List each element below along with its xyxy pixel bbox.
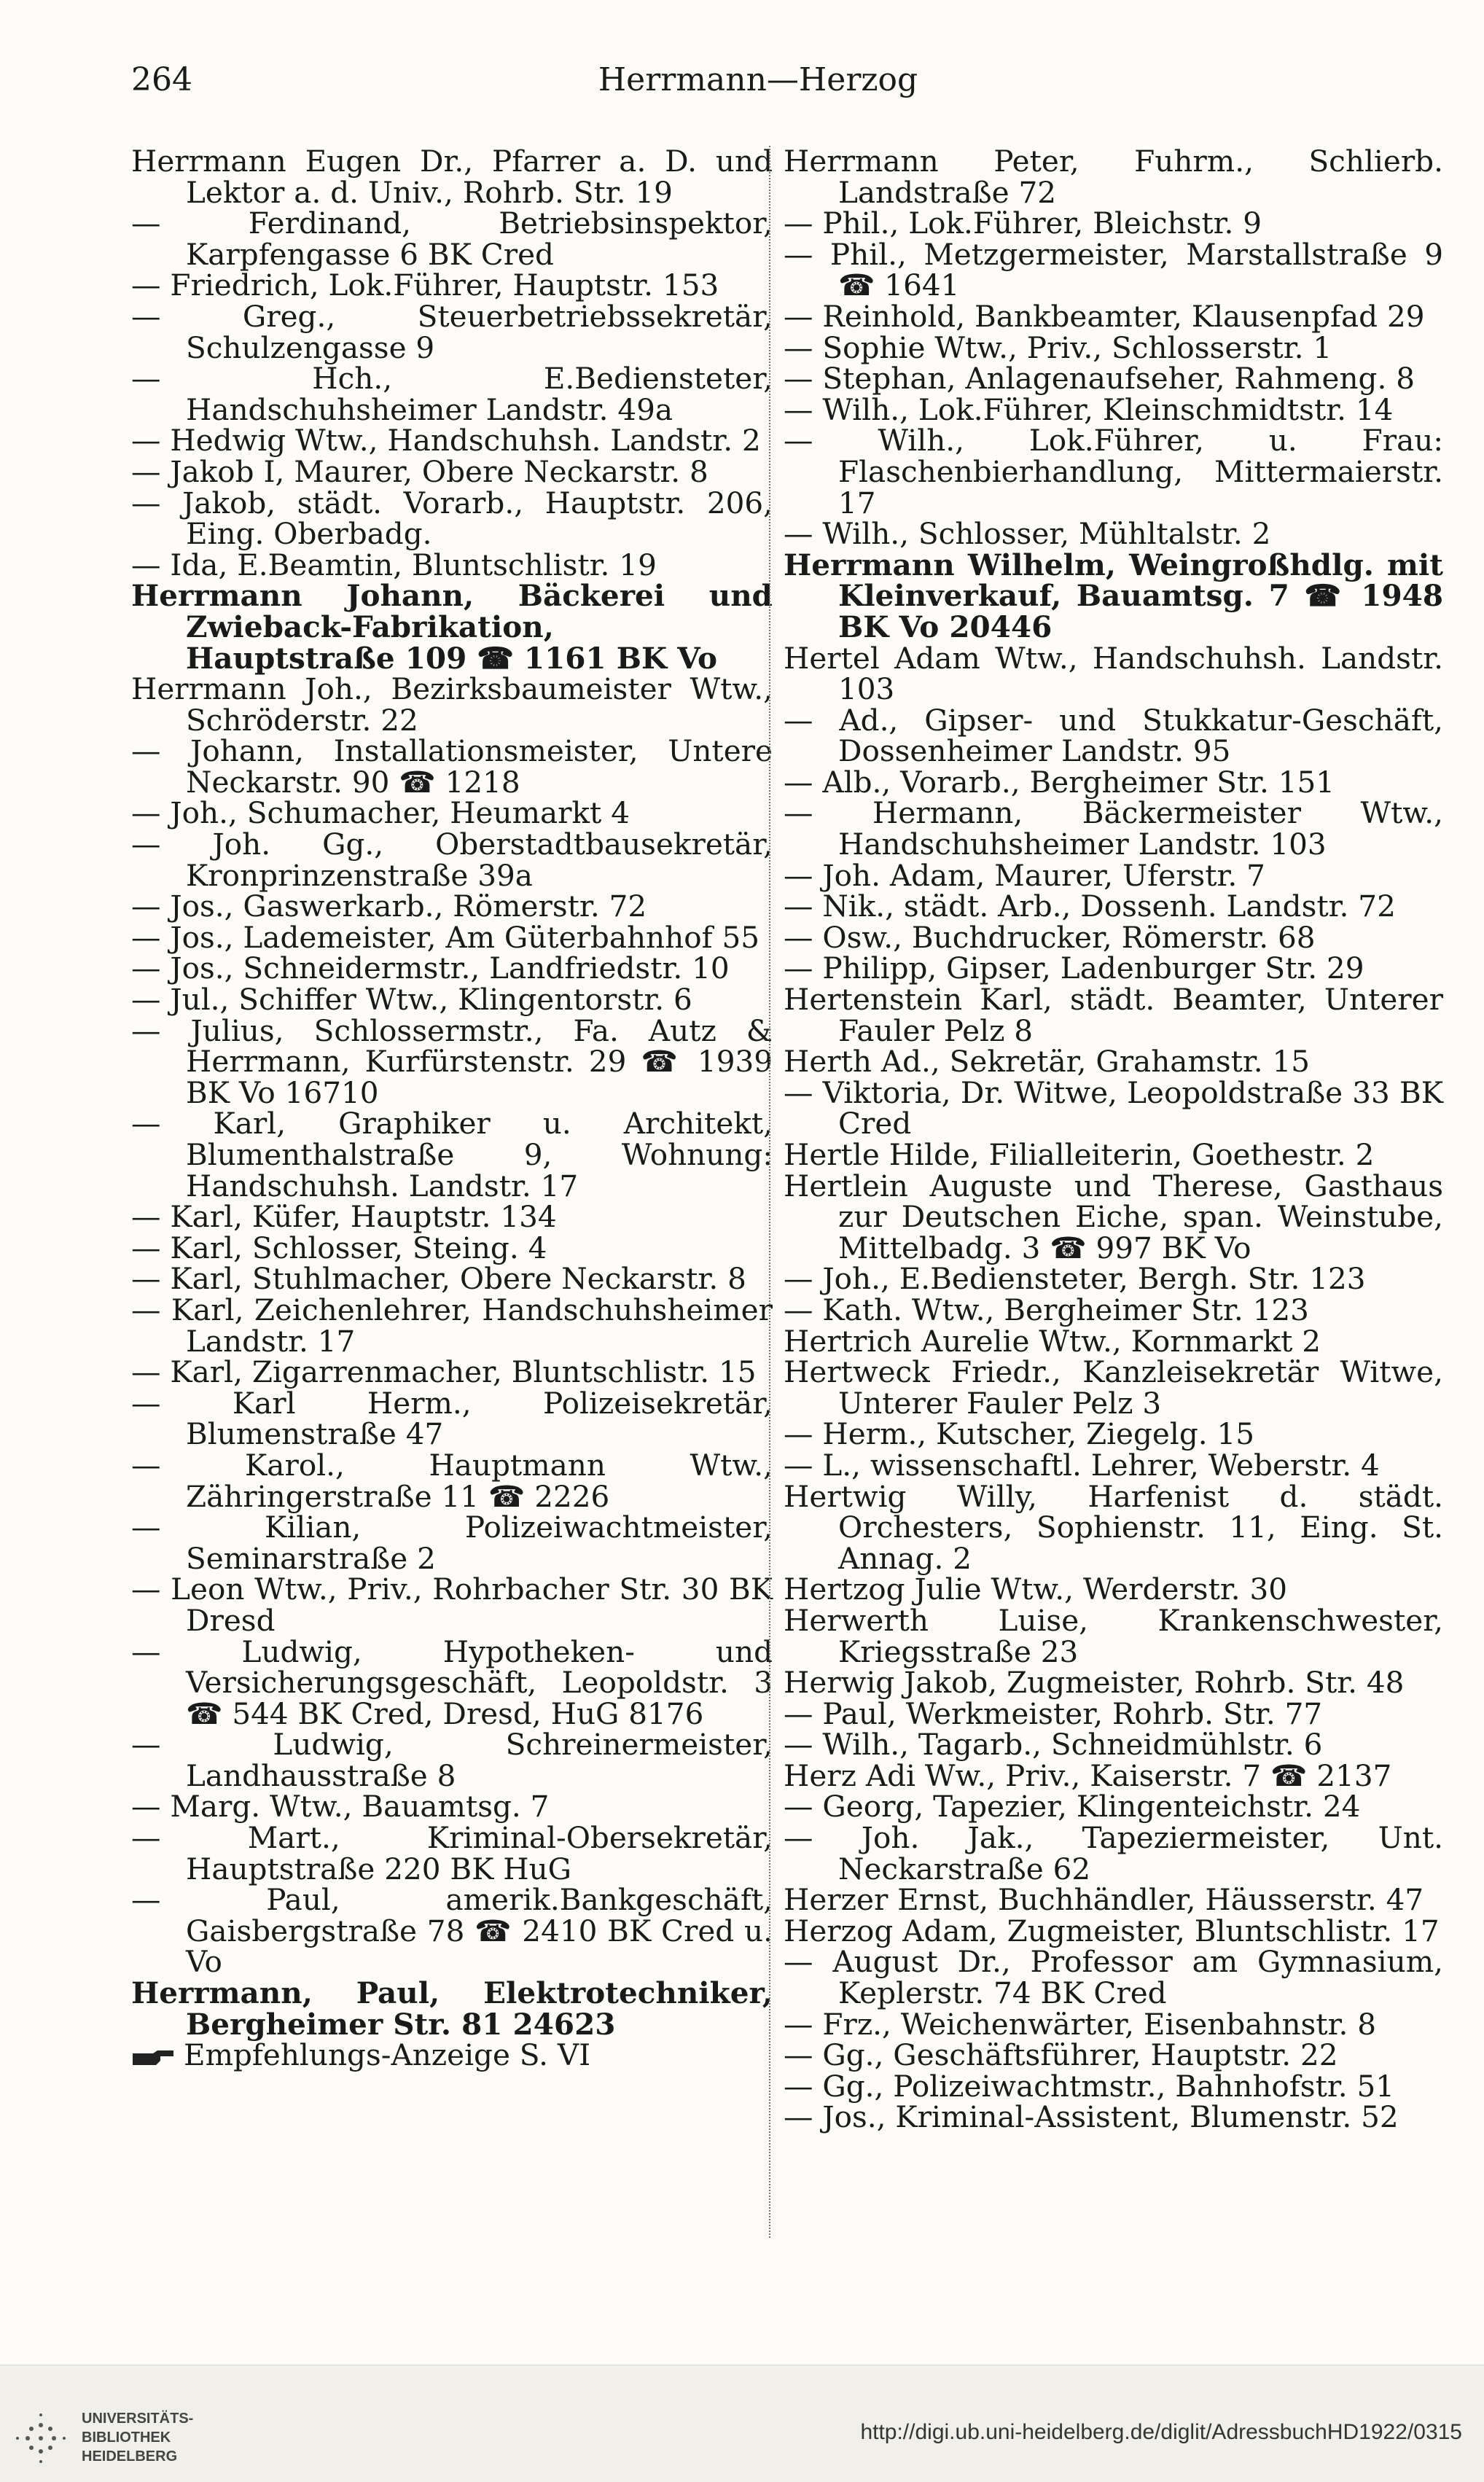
directory-entry: Herzog Adam, Zugmeister, Bluntschlistr. 17 [784, 1913, 1440, 1948]
directory-entry: — Friedrich, Lok.Führer, Hauptstr. 153 [131, 268, 719, 303]
directory-entry: — Karl, Graphiker u. Architekt, Blumenthalstraße 9, Wohnung: Handschuhsh. Landstr. 17 [131, 1106, 773, 1203]
directory-entry: Herth Ad., Sekretär, Grahamstr. 15 [784, 1044, 1311, 1080]
directory-entry: — Phil., Metzgermeister, Marstallstraße 9 ☎ 1641 [784, 236, 1443, 303]
directory-entry: Hertle Hilde, Filialleiterin, Goethestr. 2 [784, 1137, 1375, 1172]
directory-entry: — Joh. Gg., Oberstadtbausekretär, Kronprinzenstraße 39a [131, 827, 773, 893]
directory-entry: — Wilh., Lok.Führer, u. Frau: Flaschenbierhandlung, Mittermaierstr. 17 [784, 423, 1443, 520]
page-header [131, 61, 1385, 105]
footer [0, 2365, 1484, 2482]
directory-entry: — Ludwig, Hypotheken- und Versicherungsgeschäft, Leopoldstr. 3 ☎ 544 BK Cred, Dresd, HuG 8176 [131, 1634, 773, 1731]
ad-note-text: Empfehlungs-Anzeige S. VI [184, 2037, 591, 2073]
directory-entry: — Ferdinand, Betriebsinspektor, Karpfengasse 6 BK Cred [131, 206, 773, 272]
directory-entry: — Hermann, Bäckermeister Wtw., Handschuhsheimer Landstr. 103 [784, 795, 1443, 862]
directory-entry: Herrmann Eugen Dr., Pfarrer a. D. und Lektor a. d. Univ., Rohrb. Str. 19 [131, 144, 773, 210]
directory-entry: — Osw., Buchdrucker, Römerstr. 68 [784, 919, 1316, 955]
directory-entry: Hertwig Willy, Harfenist d. städt. Orchesters, Sophienstr. 11, Eing. St. Annag. 2 [784, 1478, 1443, 1576]
directory-entry: — Jakob, städt. Vorarb., Hauptstr. 206, Eing. Oberbadg. [131, 485, 773, 552]
directory-entry: — Georg, Tapezier, Klingenteichstr. 24 [784, 1789, 1361, 1825]
directory-entry: — Gg., Polizeiwachtmstr., Bahnhofstr. 51 [784, 2068, 1395, 2104]
directory-entry: — Jos., Schneidermstr., Landfriedstr. 10 [131, 951, 730, 986]
directory-entry: — Phil., Lok.Führer, Bleichstr. 9 [784, 206, 1262, 241]
directory-entry: — Julius, Schlossermstr., Fa. Autz & Herrmann, Kurfürstenstr. 29 ☎ 1939 BK Vo 16710 [131, 1012, 773, 1110]
directory-entry: Hertlein Auguste und Therese, Gasthaus zur Deutschen Eiche, span. Weinstube, Mittelbadg. 3 ☎ 997 BK Vo [784, 1168, 1443, 1265]
directory-entry: — Alb., Vorarb., Bergheimer Str. 151 [784, 764, 1335, 800]
directory-entry: Herrmann, Paul, Elektrotechniker, Bergheimer Str. 81 24623 [131, 1975, 773, 2042]
directory-entry: Herrmann Wilhelm, Weingroßhdlg. mit Kleinverkauf, Bauamtsg. 7 ☎ 1948 BK Vo 20446 [784, 547, 1443, 644]
directory-entry: — Reinhold, Bankbeamter, Klausenpfad 29 [784, 298, 1425, 334]
directory-entry: — Frz., Weichenwärter, Eisenbahnstr. 8 [784, 2006, 1377, 2042]
directory-entry: — Paul, amerik.Bankgeschäft, Gaisbergstraße 78 ☎ 2410 BK Cred u. Vo [131, 1882, 773, 1980]
directory-entry: — Karl, Stuhlmacher, Obere Neckarstr. 8 [131, 1261, 746, 1297]
directory-entry: Herrmann Johann, Bäckerei und Zwieback-Fabrikation, Hauptstraße 109 ☎ 1161 BK Vo [131, 578, 773, 676]
directory-entry: — Karol., Hauptmann Wtw., Zähringerstraße 11 ☎ 2226 [131, 1447, 773, 1514]
directory-entry: Herz Adi Ww., Priv., Kaiserstr. 7 ☎ 2137 [784, 1757, 1392, 1793]
directory-entry: — Stephan, Anlagenaufseher, Rahmeng. 8 [784, 361, 1415, 397]
directory-entry: Herrmann Peter, Fuhrm., Schlierb. Landstraße 72 [784, 144, 1443, 210]
source-url[interactable]: http://digi.ub.uni-heidelberg.de/diglit/AdressbuchHD1922/0315 [860, 2420, 1462, 2444]
directory-entry: — Kath. Wtw., Bergheimer Str. 123 [784, 1292, 1309, 1327]
running-head: Herrmann—Herzog [598, 61, 918, 98]
directory-entry: — Ida, E.Beamtin, Bluntschlistr. 19 [131, 547, 657, 582]
directory-entry: — Kilian, Polizeiwachtmeister, Seminarstraße 2 [131, 1510, 773, 1576]
right-column [784, 146, 1443, 2133]
directory-entry: — Gg., Geschäftsführer, Hauptstr. 22 [784, 2037, 1338, 2073]
directory-entry: — Leon Wtw., Priv., Rohrbacher Str. 30 BK Dresd [131, 1572, 773, 1638]
directory-entry: — Jos., Gaswerkarb., Römerstr. 72 [131, 889, 647, 924]
directory-entry: — Karl, Zigarrenmacher, Bluntschlistr. 15 [131, 1354, 757, 1390]
column-divider [769, 146, 770, 2238]
page-number: 264 [131, 61, 192, 98]
directory-entry: Hertweck Friedr., Kanzleisekretär Witwe, Unterer Fauler Pelz 3 [784, 1354, 1443, 1421]
directory-entry: — Johann, Installationsmeister, Untere Neckarstr. 90 ☎ 1218 [131, 733, 773, 800]
directory-entry: — Ad., Gipser- und Stukkatur-Geschäft, Dossenheimer Landstr. 95 [784, 702, 1443, 769]
library-name: UNIVERSITÄTS- BIBLIOTHEK HEIDELBERG [82, 2411, 194, 2465]
directory-entry: — Wilh., Lok.Führer, Kleinschmidtstr. 14 [784, 391, 1394, 427]
left-column [131, 146, 773, 2071]
directory-entry: — Herm., Kutscher, Ziegelg. 15 [784, 1416, 1255, 1452]
directory-entry: — Wilh., Tagarb., Schneidmühlstr. 6 [784, 1727, 1323, 1763]
directory-entry: Herwig Jakob, Zugmeister, Rohrb. Str. 48 [784, 1665, 1405, 1701]
directory-entry: — Joh. Adam, Maurer, Uferstr. 7 [784, 857, 1265, 893]
directory-entry: — Jul., Schiffer Wtw., Klingentorstr. 6 [131, 982, 692, 1018]
directory-entry: — Jos., Kriminal-Assistent, Blumenstr. 52 [784, 2099, 1399, 2135]
directory-entry: Herrmann Joh., Bezirksbaumeister Wtw., Schröderstr. 22 [131, 671, 773, 738]
directory-entry: — Sophie Wtw., Priv., Schlosserstr. 1 [784, 329, 1332, 365]
directory-entry: — Jakob I, Maurer, Obere Neckarstr. 8 [131, 453, 708, 489]
directory-entry: Hertenstein Karl, städt. Beamter, Unterer Fauler Pelz 8 [784, 982, 1443, 1048]
advertisement-reference [131, 2037, 773, 2073]
directory-entry: — Joh. Jak., Tapeziermeister, Unt. Neckarstraße 62 [784, 1820, 1443, 1886]
library-logo-icon [12, 2409, 70, 2467]
directory-entry: Herwerth Luise, Krankenschwester, Kriegsstraße 23 [784, 1602, 1443, 1669]
directory-entry: — Greg., Steuerbetriebssekretär, Schulzengasse 9 [131, 298, 773, 365]
directory-entry: — Jos., Lademeister, Am Güterbahnhof 55 [131, 919, 760, 955]
directory-entry: — Joh., E.Bediensteter, Bergh. Str. 123 [784, 1261, 1366, 1297]
directory-entry: Herzer Ernst, Buchhändler, Häusserstr. 47 [784, 1882, 1424, 1918]
directory-entry: — Hedwig Wtw., Handschuhsh. Landstr. 2 [131, 423, 761, 458]
directory-entry: — Karl, Küfer, Hauptstr. 134 [131, 1199, 557, 1235]
directory-entry: — Karl Herm., Polizeisekretär, Blumenstraße 47 [131, 1385, 773, 1452]
directory-entry: — Marg. Wtw., Bauamtsg. 7 [131, 1789, 550, 1825]
directory-entry: — Philipp, Gipser, Ladenburger Str. 29 [784, 951, 1364, 986]
directory-entry: — Viktoria, Dr. Witwe, Leopoldstraße 33 BK Cred [784, 1074, 1443, 1142]
directory-entry: — Karl, Schlosser, Steing. 4 [131, 1230, 547, 1265]
directory-entry: — Hch., E.Bediensteter, Handschuhsheimer Landstr. 49a [131, 361, 773, 427]
pointing-hand-icon [131, 2048, 175, 2068]
directory-entry: — Nik., städt. Arb., Dossenh. Landstr. 72 [784, 889, 1396, 924]
directory-entry: Hertrich Aurelie Wtw., Kornmarkt 2 [784, 1323, 1321, 1359]
directory-entry: Hertzog Julie Wtw., Werderstr. 30 [784, 1572, 1288, 1607]
directory-entry: — Karl, Zeichenlehrer, Handschuhsheimer Landstr. 17 [131, 1292, 773, 1359]
directory-entry: — Paul, Werkmeister, Rohrb. Str. 77 [784, 1695, 1323, 1731]
directory-entry: — Mart., Kriminal-Obersekretär, Hauptstraße 220 BK HuG [131, 1820, 773, 1886]
directory-entry: — Joh., Schumacher, Heumarkt 4 [131, 795, 630, 831]
directory-entry: Hertel Adam Wtw., Handschuhsh. Landstr. 103 [784, 640, 1443, 707]
directory-entry: — L., wissenschaftl. Lehrer, Weberstr. 4 [784, 1447, 1380, 1483]
directory-entry: — Wilh., Schlosser, Mühltalstr. 2 [784, 516, 1271, 552]
directory-entry: — August Dr., Professor am Gymnasium, Keplerstr. 74 BK Cred [784, 1944, 1443, 2011]
directory-entry: — Ludwig, Schreinermeister, Landhausstraße 8 [131, 1727, 773, 1793]
